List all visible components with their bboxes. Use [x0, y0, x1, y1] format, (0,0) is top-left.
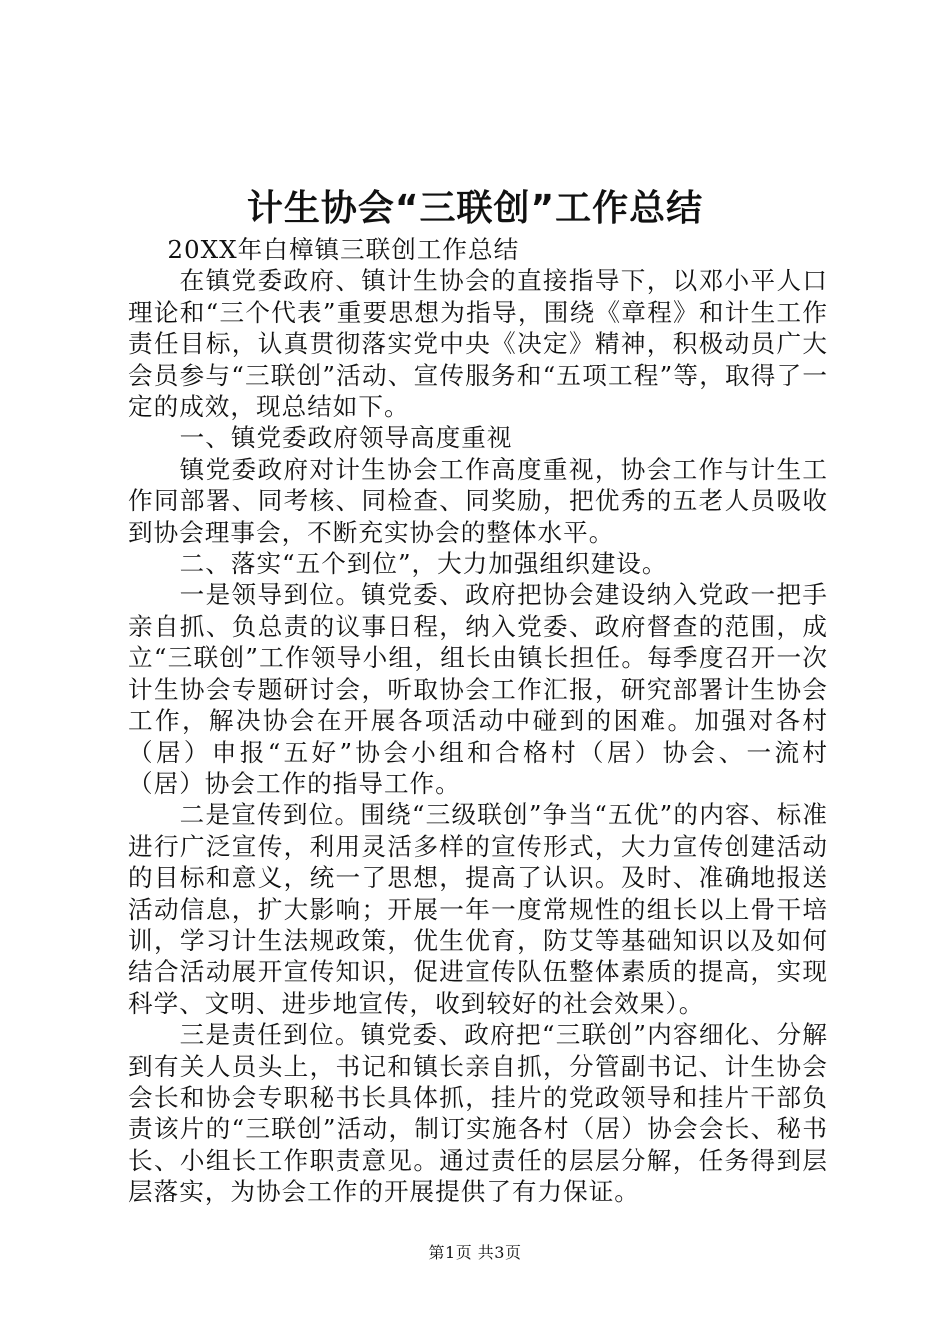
paragraph-intro: 在镇党委政府、镇计生协会的直接指导下，以邓小平人口理论和“三个代表”重要思想为指导，围绕《章程》和计生工作责任目标，认真贯彻落实党中央《决定》精神，积极动员广大会员参与“三联创”活动、宣传服务和“五项工程”等，取得了一定的成效，现总结如下。: [128, 266, 828, 422]
paragraph-responsibility: 三是责任到位。镇党委、政府把“三联创”内容细化、分解到有关人员头上，书记和镇长亲自抓，分管副书记、计生协会会长和协会专职秘书长具体抓，挂片的党政领导和挂片干部负责该片的“三联创”活动，制订实施各村（居）协会会长、秘书长、小组长工作职责意见。通过责任的层层分解，任务得到层层落实，为协会工作的开展提供了有力保证。: [128, 1020, 828, 1207]
document-subtitle: 20XX年白樟镇三联创工作总结: [167, 235, 520, 264]
document-title: 计生协会“三联创”工作总结: [246, 188, 704, 229]
section-heading-2: 二、落实“五个到位”，大力加强组织建设。: [179, 549, 668, 579]
paragraph-section-1: 镇党委政府对计生协会工作高度重视，协会工作与计生工作同部署、同考核、同检查、同奖励，把优秀的五老人员吸收到协会理事会，不断充实协会的整体水平。: [128, 454, 828, 547]
paragraph-leadership: 一是领导到位。镇党委、政府把协会建设纳入党政一把手亲自抓、负总责的议事日程，纳入党委、政府督查的范围，成立“三联创”工作领导小组，组长由镇长担任。每季度召开一次计生协会专题研讨会，听取协会工作汇报，研究部署计生协会工作，解决协会在开展各项活动中碰到的困难。加强对各村（居）申报“五好”协会小组和合格村（居）协会、一流村（居）协会工作的指导工作。: [128, 580, 828, 798]
paragraph-publicity: 二是宣传到位。围绕“三级联创”争当“五优”的内容、标准进行广泛宣传，利用灵活多样的宣传形式，大力宣传创建活动的目标和意义，统一了思想，提高了认识。及时、准确地报送活动信息，扩大影响；开展一年一度常规性的组长以上骨干培训，学习计生法规政策，优生优育，防艾等基础知识以及如何结合活动展开宣传知识，促进宣传队伍整体素质的提高，实现科学、文明、进步地宣传，收到较好的社会效果）。: [128, 800, 828, 1018]
document-body: [128, 234, 828, 1208]
section-heading-1: 一、镇党委政府领导高度重视: [179, 423, 513, 453]
page-footer: 第1页 共3页: [428, 1243, 522, 1262]
